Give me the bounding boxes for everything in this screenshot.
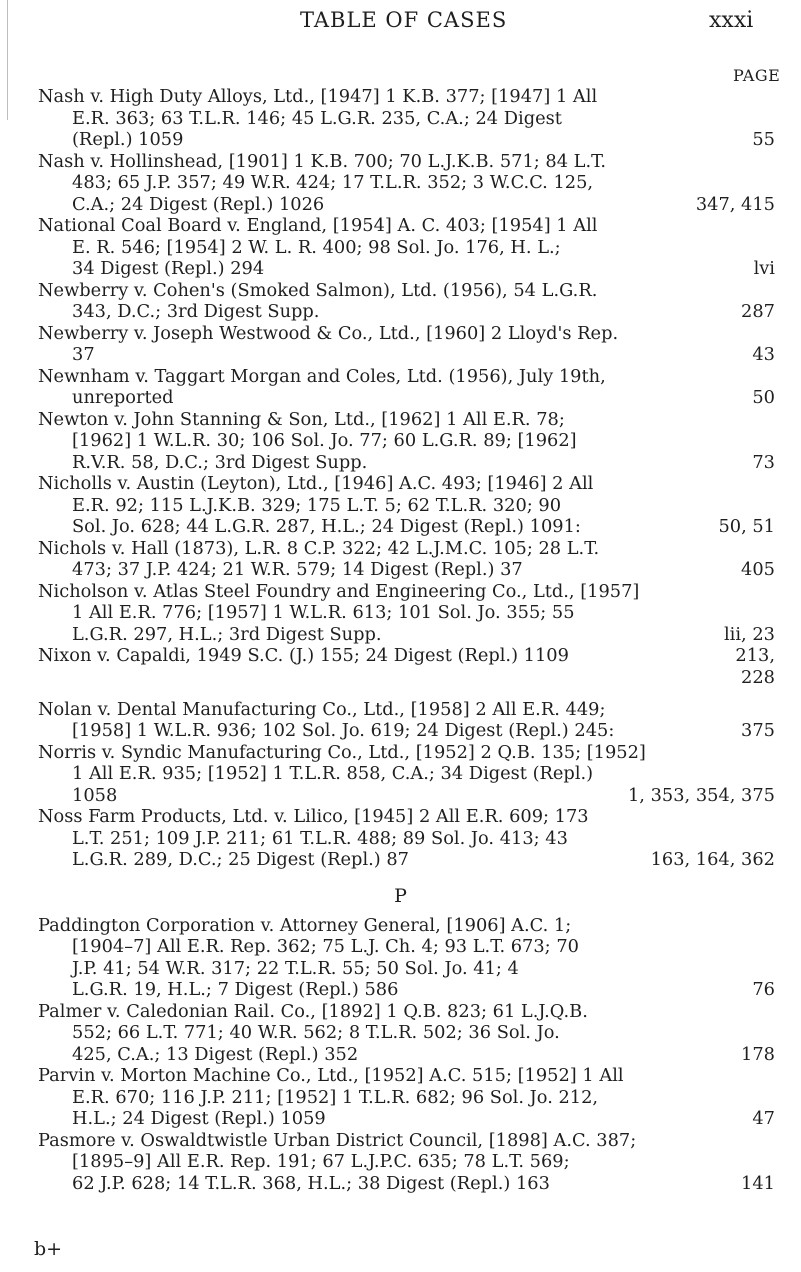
case-entry — [0, 915, 801, 1001]
case-list — [0, 86, 801, 1194]
citation-line: 62 J.P. 628; 14 T.L.R. 368, H.L.; 38 Digest (Repl.) 163 — [72, 1172, 550, 1194]
citation-line: E.R. 92; 115 L.J.K.B. 329; 175 L.T. 5; 62 T.L.R. 320; 90 — [72, 494, 562, 516]
citation-line: E.R. 670; 116 J.P. 211; [1952] 1 T.L.R. 682; 96 Sol. Jo. 212, — [72, 1086, 599, 1108]
running-title: TABLE OF CASES — [300, 8, 508, 32]
case-entry — [0, 645, 801, 688]
section-letter-heading: P — [394, 884, 407, 907]
page-reference: 55 — [748, 129, 775, 151]
citation-line: 37 — [72, 344, 95, 365]
page-reference: 405 — [737, 559, 775, 581]
case-entry — [0, 538, 801, 581]
case-name-line: Norris v. Syndic Manufacturing Co., Ltd., [1952] 2 Q.B. 135; [1952] — [38, 741, 646, 763]
citation-line: 473; 37 J.P. 424; 21 W.R. 579; 14 Digest (Repl.) 37 — [72, 559, 523, 580]
page-reference: 347, 415 — [692, 194, 775, 216]
citation-line: 34 Digest (Repl.) 294 — [72, 258, 265, 279]
page-reference: 50, 51 — [714, 516, 775, 538]
case-entry — [0, 806, 801, 871]
case-entry — [0, 323, 801, 366]
citation-line: E.R. 363; 63 T.L.R. 146; 45 L.G.R. 235, C.A.; 24 Digest — [72, 107, 562, 129]
case-name-line: National Coal Board v. England, [1954] A. C. 403; [1954] 1 All — [38, 215, 598, 236]
case-entry — [0, 280, 801, 323]
case-entry — [0, 581, 801, 646]
citation-line: J.P. 41; 54 W.R. 317; 22 T.L.R. 55; 50 Sol. Jo. 41; 4 — [72, 957, 519, 979]
page-reference: 43 — [748, 344, 775, 366]
citation-line: [1895–9] All E.R. Rep. 191; 67 L.J.P.C. 635; 78 L.T. 569; — [72, 1151, 570, 1172]
page-reference: 141 — [737, 1173, 775, 1195]
citation-line: L.T. 251; 109 J.P. 211; 61 T.L.R. 488; 89 Sol. Jo. 413; 43 — [72, 827, 568, 849]
page-reference: 73 — [748, 452, 775, 474]
case-entry — [0, 742, 801, 807]
citation-line: 343, D.C.; 3rd Digest Supp. — [72, 301, 320, 322]
page-reference: lii, 23 — [720, 624, 775, 646]
case-name-line: Newberry v. Joseph Westwood & Co., Ltd., [1960] 2 Lloyd's Rep. — [38, 322, 619, 344]
citation-line: 483; 65 J.P. 357; 49 W.R. 424; 17 T.L.R. 352; 3 W.C.C. 125, — [72, 172, 594, 193]
case-list-section-p — [0, 915, 801, 1195]
citation-line: L.G.R. 289, D.C.; 25 Digest (Repl.) 87 — [72, 849, 409, 870]
case-entry — [0, 699, 801, 742]
case-name-line: Newberry v. Cohen's (Smoked Salmon), Ltd. (1956), 54 L.G.R. — [38, 279, 598, 301]
case-name-line: Nicholls v. Austin (Leyton), Ltd., [1946] A.C. 493; [1946] 2 All — [38, 473, 594, 494]
citation-line: L.G.R. 297, H.L.; 3rd Digest Supp. — [72, 623, 382, 645]
citation-line: [1904–7] All E.R. Rep. 362; 75 L.J. Ch. 4; 93 L.T. 673; 70 — [72, 936, 579, 957]
citation-line: [1962] 1 W.L.R. 30; 106 Sol. Jo. 77; 60 L.G.R. 89; [1962] — [72, 430, 577, 451]
page-reference: 375 — [737, 720, 775, 742]
citation-line: 1058 — [72, 784, 118, 806]
case-name-line: Newnham v. Taggart Morgan and Coles, Ltd. (1956), July 19th, — [38, 365, 606, 387]
folio-page-number: xxxi — [709, 8, 754, 33]
case-entry — [0, 1065, 801, 1130]
case-name-line: Nicholson v. Atlas Steel Foundry and Engineering Co., Ltd., [1957] — [38, 580, 640, 602]
case-entry — [0, 1001, 801, 1066]
page-reference: 1, 353, 354, 375 — [624, 785, 775, 807]
case-entry — [0, 409, 801, 474]
case-entry — [0, 215, 801, 280]
case-name-line: Parvin v. Morton Machine Co., Ltd., [1952] A.C. 515; [1952] 1 All — [38, 1065, 624, 1086]
case-entry — [0, 1130, 801, 1195]
case-name-line: Newton v. John Stanning & Son, Ltd., [1962] 1 All E.R. 78; — [38, 408, 565, 430]
case-name-line: Nash v. High Duty Alloys, Ltd., [1947] 1 K.B. 377; [1947] 1 All — [38, 86, 598, 107]
citation-line: unreported — [72, 387, 174, 408]
case-name-line: Palmer v. Caledonian Rail. Co., [1892] 1 Q.B. 823; 61 L.J.Q.B. — [38, 1000, 588, 1022]
citation-line: E. R. 546; [1954] 2 W. L. R. 400; 98 Sol. Jo. 176, H. L.; — [72, 236, 561, 258]
page-reference: 47 — [748, 1108, 775, 1130]
citation-line: Sol. Jo. 628; 44 L.G.R. 287, H.L.; 24 Digest (Repl.) 1091: — [72, 516, 581, 537]
page-reference: lvi — [750, 258, 775, 280]
case-name-line: Nolan v. Dental Manufacturing Co., Ltd., [1958] 2 All E.R. 449; — [38, 698, 606, 720]
case-name-line: Nixon v. Capaldi, 1949 S.C. (J.) 155; 24 Digest (Repl.) 1109 — [38, 645, 569, 666]
case-name-line: Pasmore v. Oswaldtwistle Urban District Council, [1898] A.C. 387; — [38, 1129, 637, 1151]
page-reference: 213, — [731, 645, 775, 667]
citation-line: H.L.; 24 Digest (Repl.) 1059 — [72, 1108, 326, 1129]
page-reference: 287 — [737, 301, 775, 323]
page-reference: 50 — [748, 387, 775, 409]
page-reference: 178 — [737, 1044, 775, 1066]
case-entry — [0, 366, 801, 409]
citation-line: (Repl.) 1059 — [72, 129, 184, 150]
citation-line: 1 All E.R. 776; [1957] 1 W.L.R. 613; 101 Sol. Jo. 355; 55 — [72, 602, 575, 623]
citation-line: 1 All E.R. 935; [1952] 1 T.L.R. 858, C.A.; 34 Digest (Repl.) — [72, 763, 594, 784]
case-entry — [0, 86, 801, 151]
case-entry — [0, 151, 801, 216]
case-name-line: Paddington Corporation v. Attorney General, [1906] A.C. 1; — [38, 914, 572, 936]
case-list-section-n — [0, 86, 801, 871]
case-entry — [0, 473, 801, 538]
citation-line: R.V.R. 58, D.C.; 3rd Digest Supp. — [72, 451, 368, 473]
page-header — [0, 8, 801, 36]
page-reference: 76 — [748, 979, 775, 1001]
page-reference-continued: 228 — [741, 666, 775, 688]
signature-mark: b+ — [34, 1238, 63, 1260]
citation-line: C.A.; 24 Digest (Repl.) 1026 — [72, 193, 325, 215]
citation-line: L.G.R. 19, H.L.; 7 Digest (Repl.) 586 — [72, 979, 399, 1000]
case-name-line: Nash v. Hollinshead, [1901] 1 K.B. 700; 70 L.J.K.B. 571; 84 L.T. — [38, 150, 607, 172]
page-column-heading: PAGE — [733, 66, 781, 85]
citation-line: 425, C.A.; 13 Digest (Repl.) 352 — [72, 1043, 359, 1065]
page-reference: 163, 164, 362 — [647, 849, 775, 871]
case-name-line: Noss Farm Products, Ltd. v. Lilico, [1945] 2 All E.R. 609; 173 — [38, 806, 589, 827]
case-name-line: Nichols v. Hall (1873), L.R. 8 C.P. 322; 42 L.J.M.C. 105; 28 L.T. — [38, 537, 600, 559]
citation-line: [1958] 1 W.L.R. 936; 102 Sol. Jo. 619; 24 Digest (Repl.) 245: — [72, 720, 615, 741]
citation-line: 552; 66 L.T. 771; 40 W.R. 562; 8 T.L.R. 502; 36 Sol. Jo. — [72, 1022, 560, 1043]
